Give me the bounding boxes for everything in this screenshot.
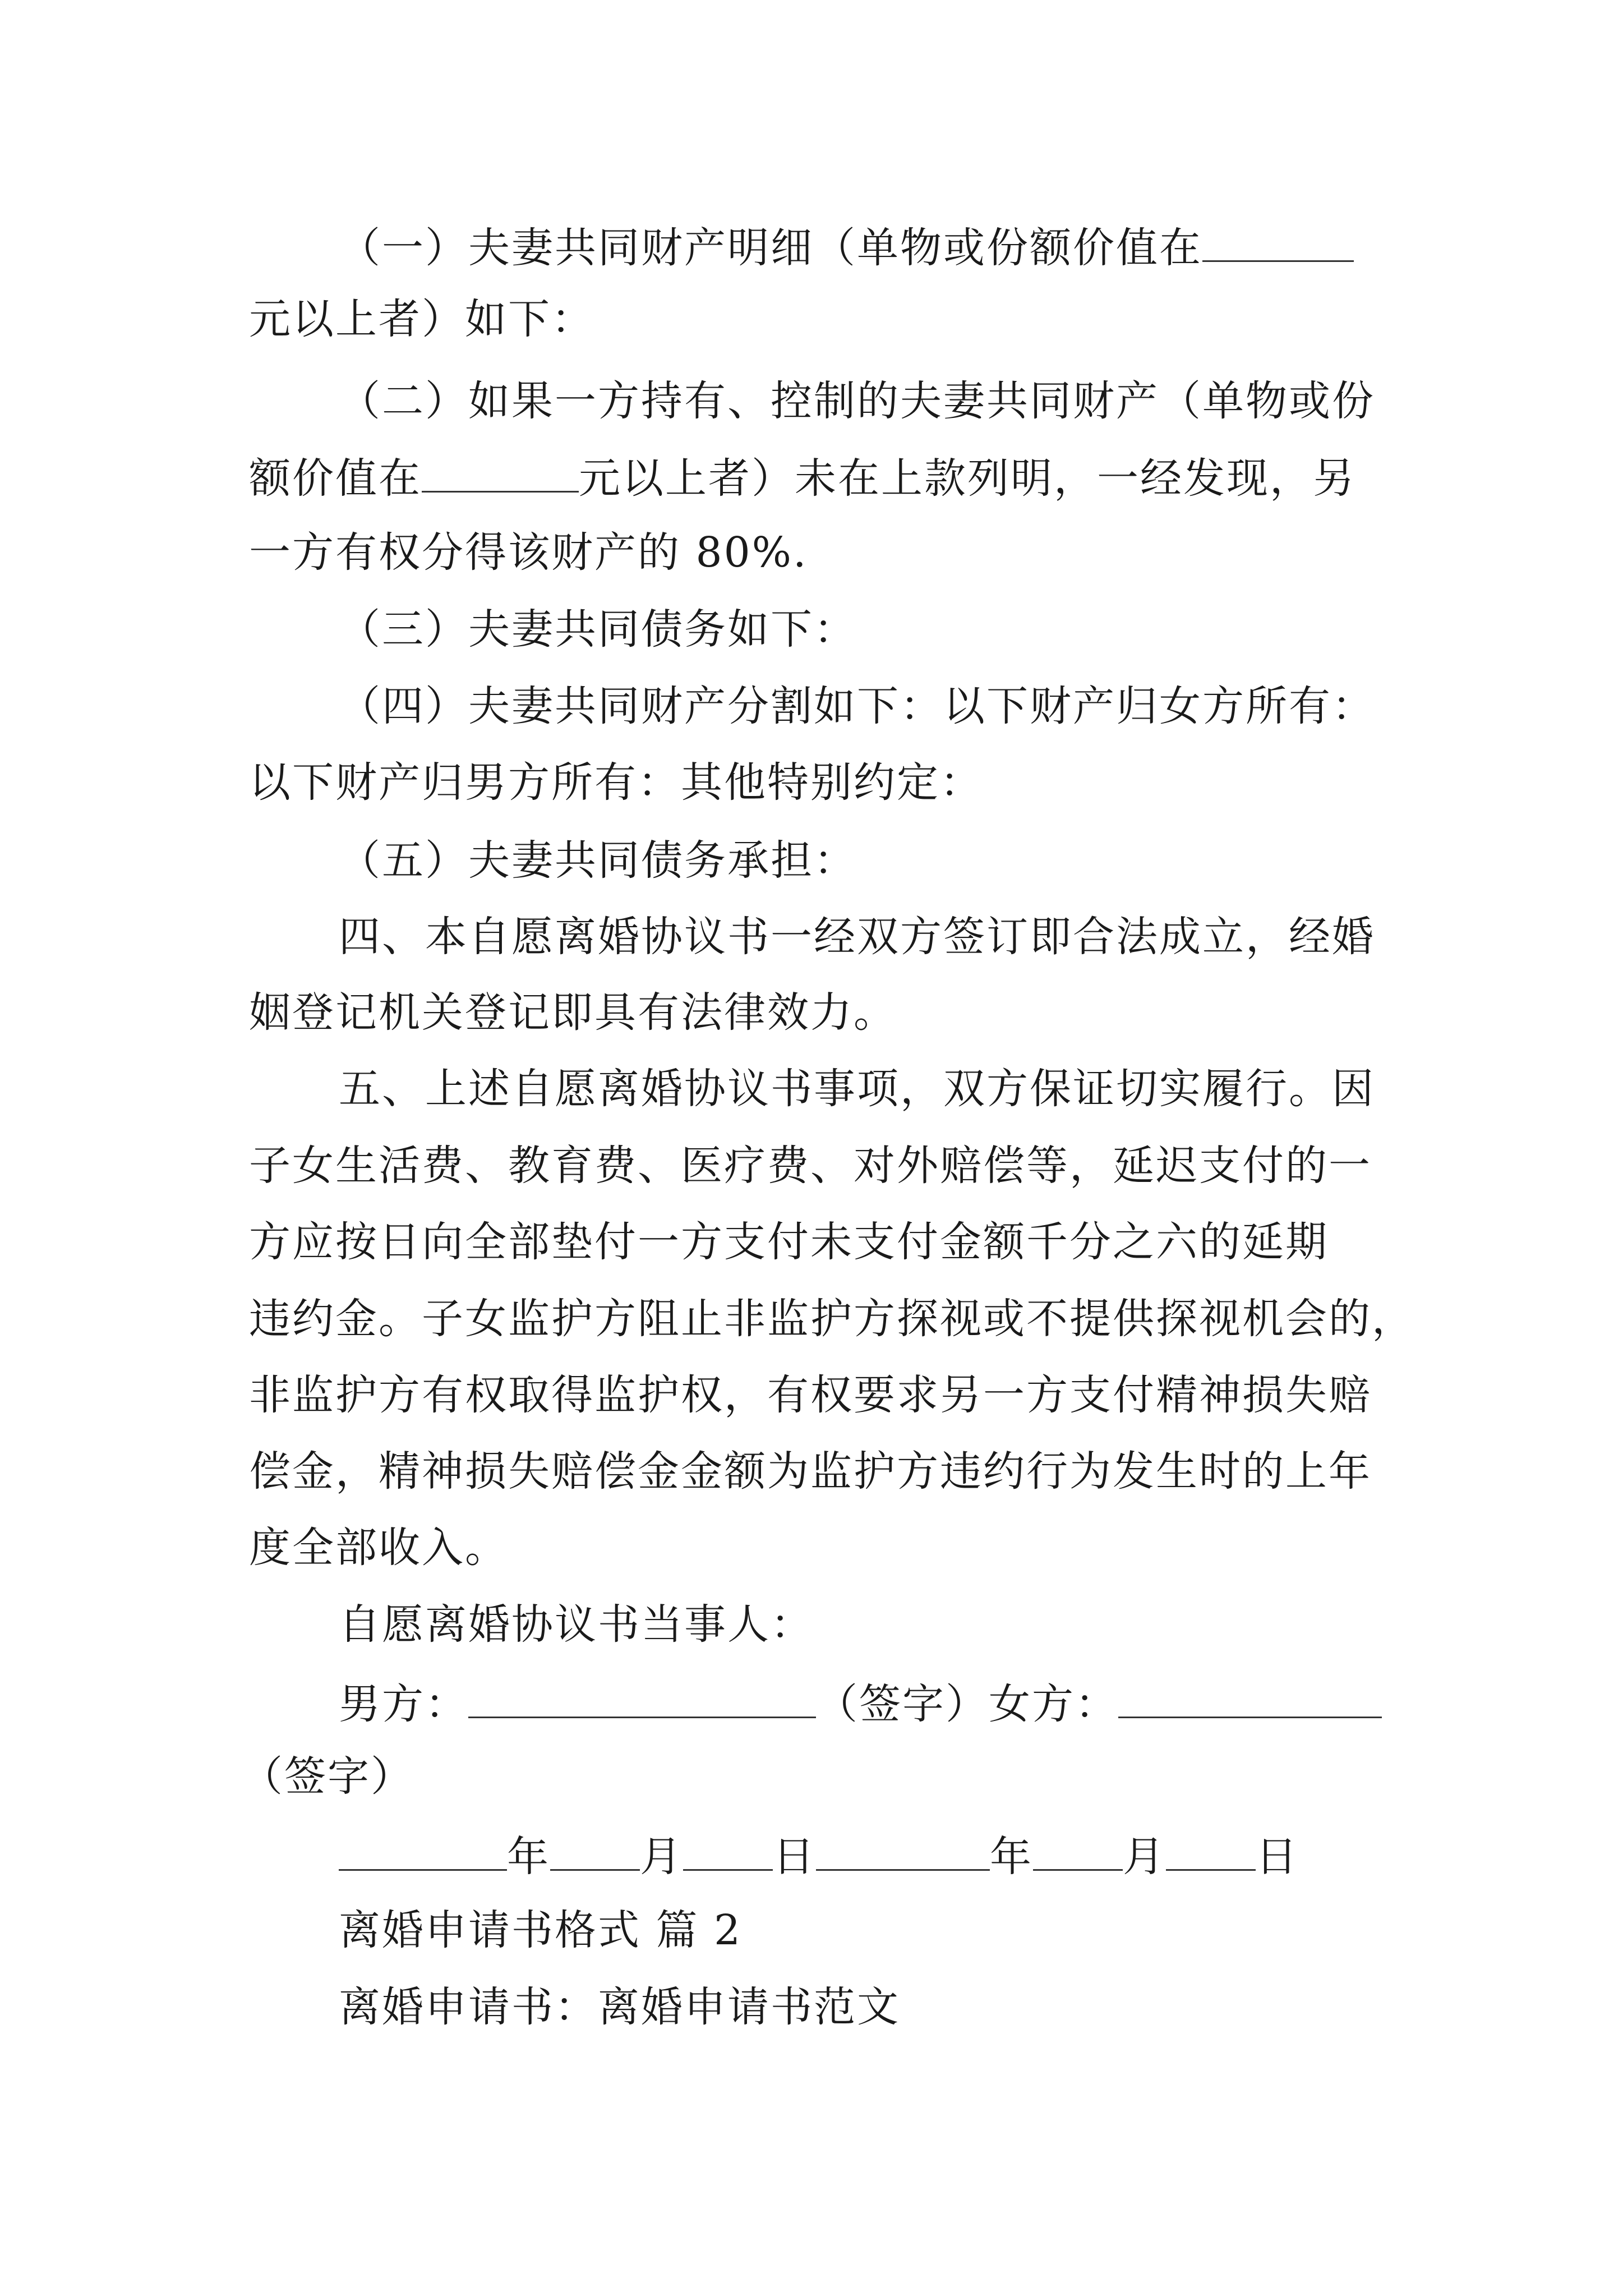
clause-3-line: （三）夫妻共同债务如下：: [339, 605, 857, 654]
clause-1-line-2: 元以上者）如下：: [249, 295, 594, 343]
month-blank: [1033, 1825, 1123, 1871]
section-title: 离婚申请书格式 篇 2: [339, 1906, 743, 1954]
day-blank: [1166, 1825, 1256, 1871]
clause-2-line-2: [249, 447, 1356, 507]
day-blank: [683, 1825, 773, 1871]
article-5-line-6: 偿金，精神损失赔偿金金额为监护方违约行为发生时的上年: [249, 1447, 1372, 1496]
clause-1-line-1: [339, 217, 1354, 276]
year-blank: [339, 1825, 507, 1871]
article-5-line-2: 子女生活费、教育费、医疗费、对外赔偿等，延迟支付的一: [249, 1142, 1372, 1190]
article-4-line-1: 四、本自愿离婚协议书一经双方签订即合法成立，经婚: [339, 913, 1375, 961]
article-4-line-2: 姻登记机关登记即具有法律效力。: [249, 988, 897, 1037]
parties-heading: 自愿离婚协议书当事人：: [339, 1600, 814, 1649]
year-blank: [816, 1825, 990, 1871]
clause-2-text-b: 元以上者）未在上款列明，一经发现，另: [579, 454, 1356, 503]
month-label: 月: [1123, 1833, 1166, 1881]
month-blank: [550, 1825, 640, 1871]
female-party-label: （签字）女方：: [816, 1680, 1118, 1728]
clause-2-line-3: 一方有权分得该财产的 80%.: [249, 528, 808, 577]
value-blank: [1202, 217, 1354, 262]
article-5-line-4: 违约金。子女监护方阻止非监护方探视或不提供探视机会的，: [249, 1295, 1415, 1343]
article-5-line-7: 度全部收入。: [249, 1524, 508, 1572]
female-signature-blank: [1118, 1673, 1382, 1718]
clause-4-line-2: 以下财产归男方所有：其他特别约定：: [249, 758, 983, 807]
date-line: [339, 1825, 1299, 1885]
value-blank: [422, 447, 579, 493]
article-5-line-3: 方应按日向全部垫付一方支付未支付金额千分之六的延期: [249, 1218, 1329, 1266]
clause-2-line-1: （二）如果一方持有、控制的夫妻共同财产（单物或份: [339, 377, 1375, 425]
clause-1-text: （一）夫妻共同财产明细（单物或份额价值在: [339, 224, 1202, 272]
day-label: 日: [773, 1833, 816, 1881]
clause-2-text-a: 额价值在: [249, 454, 422, 503]
year-label: 年: [990, 1833, 1033, 1881]
article-5-line-5: 非监护方有权取得监护权，有权要求另一方支付精神损失赔: [249, 1371, 1372, 1419]
clause-5-line: （五）夫妻共同债务承担：: [339, 836, 857, 885]
day-label: 日: [1256, 1833, 1299, 1881]
month-label: 月: [640, 1833, 683, 1881]
article-5-line-1: 五、上述自愿离婚协议书事项，双方保证切实履行。因: [339, 1065, 1375, 1113]
male-signature-blank: [468, 1673, 816, 1718]
clause-4-line-1: （四）夫妻共同财产分割如下：以下财产归女方所有：: [339, 682, 1375, 730]
year-label: 年: [507, 1833, 550, 1881]
signature-suffix: （签字）: [241, 1752, 414, 1801]
signature-line: [339, 1673, 1382, 1732]
male-party-label: 男方：: [339, 1680, 468, 1728]
section-subtitle: 离婚申请书：离婚申请书范文: [339, 1983, 900, 2031]
